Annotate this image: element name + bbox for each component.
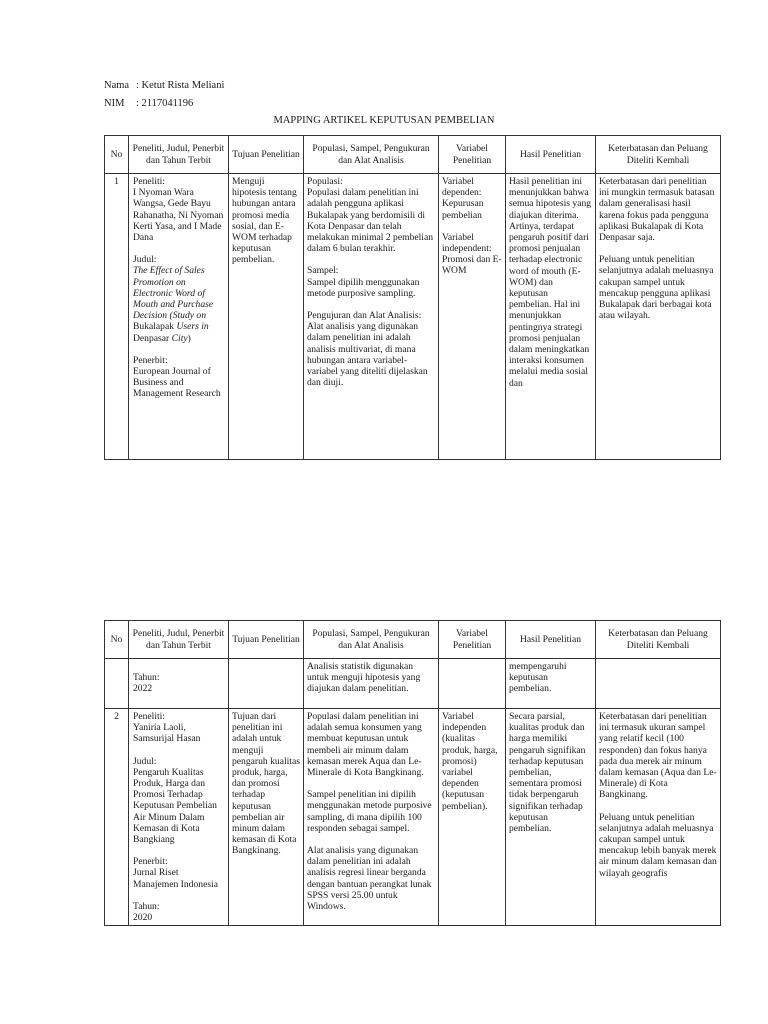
col-header-tujuan: Tujuan Penelitian [229,621,304,659]
name-line [104,79,224,92]
nim-label: NIM [104,98,125,109]
table-row [105,709,721,926]
col-header-keterbatasan: Keterbatasan dan Peluang Diteliti Kembali [596,621,721,659]
col-header-tujuan: Tujuan Penelitian [229,136,304,174]
peneliti-names: I Nyoman Wara Wangsa, Gede Bayu Rahanatha, Ni Nyoman Kerti Yasa, and I Made Dana [133,187,224,244]
penerbit-label: Penerbit: [133,856,168,868]
row-number: 1 [105,174,129,460]
peluang-text: Peluang untuk penelitian selanjutnya adalah meluasnya cakupan sampel untuk mencakup pengguna aplikasi Bukalapak dari berbagai kota atau wilayah. [599,254,714,322]
row-number-empty [105,659,129,709]
col-header-hasil: Hasil Penelitian [506,136,596,174]
col-header-no: No [105,621,129,659]
mapping-table-page-2 [104,620,721,926]
mapping-table-page-1 [104,135,721,460]
judul-label: Judul: [133,755,157,767]
tujuan-cell: Tujuan dari penelitian ini adalah untuk menguji pengaruh kualitas produk, harga, dan promosi terhadap keputusan pembelian air minum dalam kemasan di Kota Bangkinang. [229,709,304,926]
col-header-no: No [105,136,129,174]
sampel-text: Sampel penelitian ini dipilih menggunakan metode purposive sampling, di mana dipilih 100 responden sebagai sampel. [307,789,432,834]
keterbatasan-text: Keterbatasan dari penelitian ini termasuk ukuran sampel yang relatif kecil (100 responden) dan fokus hanya pada dua merek air minum dalam kemasan (Aqua dan Le-Minerale) di Kota Bangkinang. [599,711,717,801]
keterbatasan-text: Keterbatasan dari penelitian ini mungkin termasuk batasan dalam generalisasi hasil karena fokus pada pengguna aplikasi Bukalapak di Kota Denpasar saja. [599,176,715,244]
col-header-variabel: Variabel Penelitian [439,136,506,174]
sampel-label: Sampel: [307,265,339,277]
variabel-cell [439,174,506,460]
variabel-cell: Variabel independen (kualitas produk, harga, promosi) variabel dependen (keputusan pembelian). [439,709,506,926]
var-independen: Variabel independent: Promosi dan E-WOM [442,231,502,277]
populasi-cont-cell: Analisis statistik digunakan untuk menguji hipotesis yang diajukan dalam penelitian. [304,659,439,709]
variabel-cell-empty [439,659,506,709]
nim-value: : 2117041196 [136,98,194,109]
nim-line [104,97,193,110]
page-title: MAPPING ARTIKEL KEPUTUSAN PEMBELIAN [273,115,495,126]
penerbit-text: European Journal of Business and Management Research [133,366,221,400]
peneliti-cell [129,174,229,460]
row-number: 2 [105,709,129,926]
col-header-peneliti: Peneliti, Judul, Penerbit dan Tahun Terbit [129,136,229,174]
pengukuran-text: Alat analisis yang digunakan dalam penelitian ini adalah analisis multivariat, di mana hubungan antara variabel-variabel yang diteliti dijelaskan dan diuji. [307,321,428,389]
col-header-hasil: Hasil Penelitian [506,621,596,659]
name-label: Nama [104,80,130,91]
col-header-variabel: Variabel Penelitian [439,621,506,659]
keterbatasan-cell-empty [596,659,721,709]
tahun-value: 2020 [133,912,153,924]
populasi-text: Populasi dalam penelitian ini adalah semua konsumen yang membuat keputusan untuk membeli air minum dalam kemasan merek Aqua dan Le-Minerale di Kota Bangkinang. [307,711,424,779]
judul-plain: Bukalapak [133,321,175,333]
header-row [105,136,721,174]
peneliti-label: Peneliti: [133,711,165,722]
populasi-cell [304,709,439,926]
peneliti-cell [129,709,229,926]
peluang-text: Peluang untuk penelitian selanjutnya adalah meluasnya cakupan sampel untuk mencakup lebih banyak merek air minum dalam kemasan dan wilayah geografis [599,811,717,879]
name-value: : Ketut Rista Meliani [136,80,225,91]
hasil-cell: Secara parsial, kualitas produk dan harga memiliki pengaruh signifikan terhadap keputusan pembelian, sementara promosi tidak berpengaruh signifikan terhadap keputusan pembelian. [506,709,596,926]
header-row [105,621,721,659]
tujuan-cell: Menguji hipotesis tentang hubungan antara promosi media sosial, dan E-WOM terhadap keputusan pembelian. [229,174,304,460]
tahun-value: 2022 [133,683,153,695]
judul-close: ) [187,332,191,344]
sampel-text: Sampel dipilih menggunakan metode purposive sampling. [307,276,420,299]
peneliti-label: Peneliti: [133,176,165,187]
col-header-keterbatasan: Keterbatasan dan Peluang Diteliti Kembali [596,136,721,174]
tahun-cell [129,659,229,709]
hasil-cell: Hasil penelitian ini menunjukkan bahwa semua hipotesis yang diajukan diterima. Artinya, terdapat pengaruh positif dari promosi penjualan terhadap electronic word of mouth (E-WOM) dan keputusan pembelian. Hal ini menunjukkan pentingnya strategi promosi penjualan dalam meningkatkan interaksi konsumen melalui media sosial dan [506,174,596,460]
penerbit-label: Penerbit: [133,354,168,366]
tujuan-cell-empty [229,659,304,709]
judul-text: Pengaruh Kualitas Produk, Harga dan Promosi Terhadap Keputusan Pembelian Air Minum Dalam Kemasan di Kota Bangkiang [133,766,217,846]
populasi-label: Populasi: [307,176,343,187]
var-dependen: Variabel dependen: Kepurusan pembelian [442,176,484,221]
tahun-label: Tahun: [133,672,160,683]
judul-label: Judul: [133,254,157,266]
table-row [105,174,721,460]
keterbatasan-cell [596,709,721,926]
hasil-cont-cell: mempengaruhi keputusan pembelian. [506,659,596,709]
col-header-peneliti: Peneliti, Judul, Penerbit dan Tahun Terbit [129,621,229,659]
populasi-text: Populasi dalam penelitian ini adalah pengguna aplikasi Bukalapak yang berdomisili di Kota Denpasar dan telah melakukan minimal 2 pembelian dalam 6 bulan terakhir. [307,187,434,255]
alat-text: Alat analisis yang digunakan dalam penelitian ini adalah analisis regresi linear berganda dengan bantuan perangkat lunak SPSS versi 25.00 untuk Windows. [307,845,432,913]
pengukuran-label: Pengujuran dan Alat Analisis: [307,310,422,322]
keterbatasan-cell [596,174,721,460]
peneliti-names: Yaniria Laoli, Samsurijal Hasan [133,722,201,745]
judul-italic-2: Users in [176,321,209,333]
col-header-populasi: Populasi, Sampel, Pengukuran dan Alat Analisis [304,136,439,174]
judul-italic-1: The Effect of Sales Promotion on Electronic Word of Mouth and Purchase Decision (Study on [133,265,214,322]
judul-tail-plain: Denpasar [133,332,170,344]
col-header-populasi: Populasi, Sampel, Pengukuran dan Alat Analisis [304,621,439,659]
judul-tail-italic: City [171,332,188,344]
tahun-label: Tahun: [133,900,160,912]
penerbit-text: Jurnal Riset Manajemen Indonesia [133,867,218,890]
populasi-cell [304,174,439,460]
table-row-continued [105,659,721,709]
judul-text [133,265,225,343]
